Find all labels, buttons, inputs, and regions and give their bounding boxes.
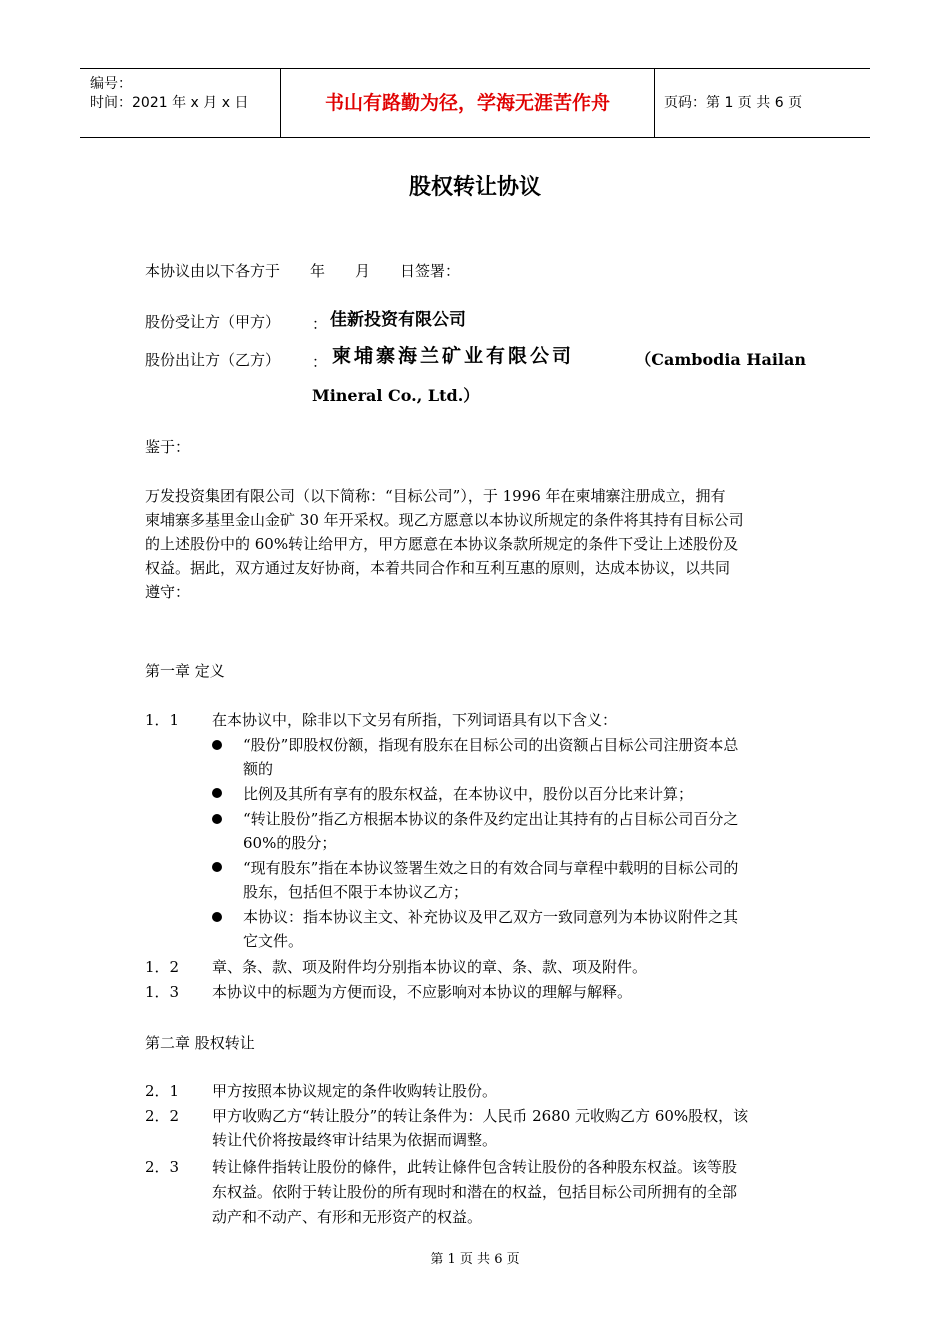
header-meta-cell: [80, 69, 281, 137]
party-a-colon: ：: [312, 315, 328, 333]
clause-number: 2．3: [145, 1158, 180, 1176]
number-label: 编号：: [90, 76, 132, 92]
date-label: 时间：2021 年 x 月 x 日: [90, 95, 249, 111]
bullet-icon: [212, 814, 222, 824]
bullet-text: 股东，包括但不限于本协议乙方；: [243, 883, 469, 901]
party-a-label: 股份受让方（甲方）: [145, 313, 281, 331]
bullet-icon: [212, 740, 222, 750]
party-b-english-1: （Cambodia Hailan: [635, 350, 806, 369]
bullet-text: 本协议：指本协议主文、补充协议及甲乙双方一致同意列为本协议附件之其: [243, 908, 739, 926]
header-table: [80, 68, 870, 138]
clause-text: 东权益。依附于转让股份的所有现时和潜在的权益，包括目标公司所拥有的全部: [212, 1183, 738, 1201]
bullet-text: 60%的股分；: [243, 834, 337, 852]
whereas-line: 万发投资集团有限公司（以下简称：“目标公司”），于 1996 年在柬埔寨注册成立，拥有: [145, 487, 726, 505]
whereas-line: 柬埔寨多基里金山金矿 30 年开采权。现乙方愿意以本协议所规定的条件将其持有目标公司: [145, 511, 744, 529]
party-b-name: 柬埔寨海兰矿业有限公司: [332, 345, 575, 367]
clause-number: 1．2: [145, 958, 180, 976]
whereas-line: 权益。据此，双方通过友好协商，本着共同合作和互利互惠的原则，达成本协议，以共同: [145, 559, 731, 577]
clause-text: 转让條件指转让股份的條件，此转让條件包含转让股份的各种股东权益。该等股: [212, 1158, 738, 1176]
chapter-1-heading: 第一章 定义: [145, 662, 225, 680]
clause-text: 在本协议中，除非以下文另有所指，下列词语具有以下含义：: [212, 711, 618, 729]
party-b-label: 股份出让方（乙方）: [145, 351, 281, 369]
clause-text: 动产和不动产、有形和无形资产的权益。: [212, 1208, 483, 1226]
party-b-english-2: Mineral Co., Ltd.）: [312, 386, 480, 405]
whereas-line: 的上述股份中的 60%转让给甲方，甲方愿意在本协议条款所规定的条件下受让上述股份及: [145, 535, 739, 553]
whereas-label: 鉴于：: [145, 438, 191, 456]
bullet-text: 它文件。: [243, 932, 304, 950]
bullet-text: “转让股份”指乙方根据本协议的条件及约定出让其持有的占目标公司百分之: [243, 810, 739, 828]
bullet-icon: [212, 788, 222, 798]
clause-number: 1．1: [145, 711, 180, 729]
clause-text: 甲方按照本协议规定的条件收购转让股份。: [212, 1082, 498, 1100]
bullet-text: 比例及其所有享有的股东权益，在本协议中，股份以百分比来计算；: [243, 785, 694, 803]
intro-line: 本协议由以下各方于 年 月 日签署：: [145, 262, 461, 280]
document-title: 股权转让协议: [408, 175, 541, 200]
clause-text: 本协议中的标题为方便而设，不应影响对本协议的理解与解释。: [212, 983, 633, 1001]
chapter-2-heading: 第二章 股权转让: [145, 1034, 255, 1052]
page-footer: 第 1 页 共 6 页: [430, 1252, 520, 1267]
clause-number: 2．1: [145, 1082, 180, 1100]
clause-text: 甲方收购乙方“转让股分”的转让条件为：人民币 2680 元收购乙方 60%股权，该: [212, 1107, 749, 1125]
whereas-line: 遵守：: [145, 583, 191, 601]
motto: 书山有路勤为径，学海无涯苦作舟: [281, 69, 655, 137]
bullet-text: “现有股东”指在本协议签署生效之日的有效合同与章程中载明的目标公司的: [243, 859, 739, 877]
party-b-colon: ：: [312, 353, 328, 371]
bullet-icon: [212, 912, 222, 922]
bullet-text: “股份”即股权份额，指现有股东在目标公司的出资额占目标公司注册资本总: [243, 736, 739, 754]
bullet-icon: [212, 862, 222, 872]
clause-number: 2．2: [145, 1107, 180, 1125]
bullet-text: 额的: [243, 760, 274, 778]
clause-text: 章、条、款、项及附件均分别指本协议的章、条、款、项及附件。: [212, 958, 648, 976]
clause-number: 1．3: [145, 983, 180, 1001]
clause-text: 转让代价将按最终审计结果为依据而调整。: [212, 1131, 498, 1149]
party-a-name: 佳新投资有限公司: [330, 310, 466, 330]
page-info: 页码：第 1 页 共 6 页: [664, 95, 803, 111]
